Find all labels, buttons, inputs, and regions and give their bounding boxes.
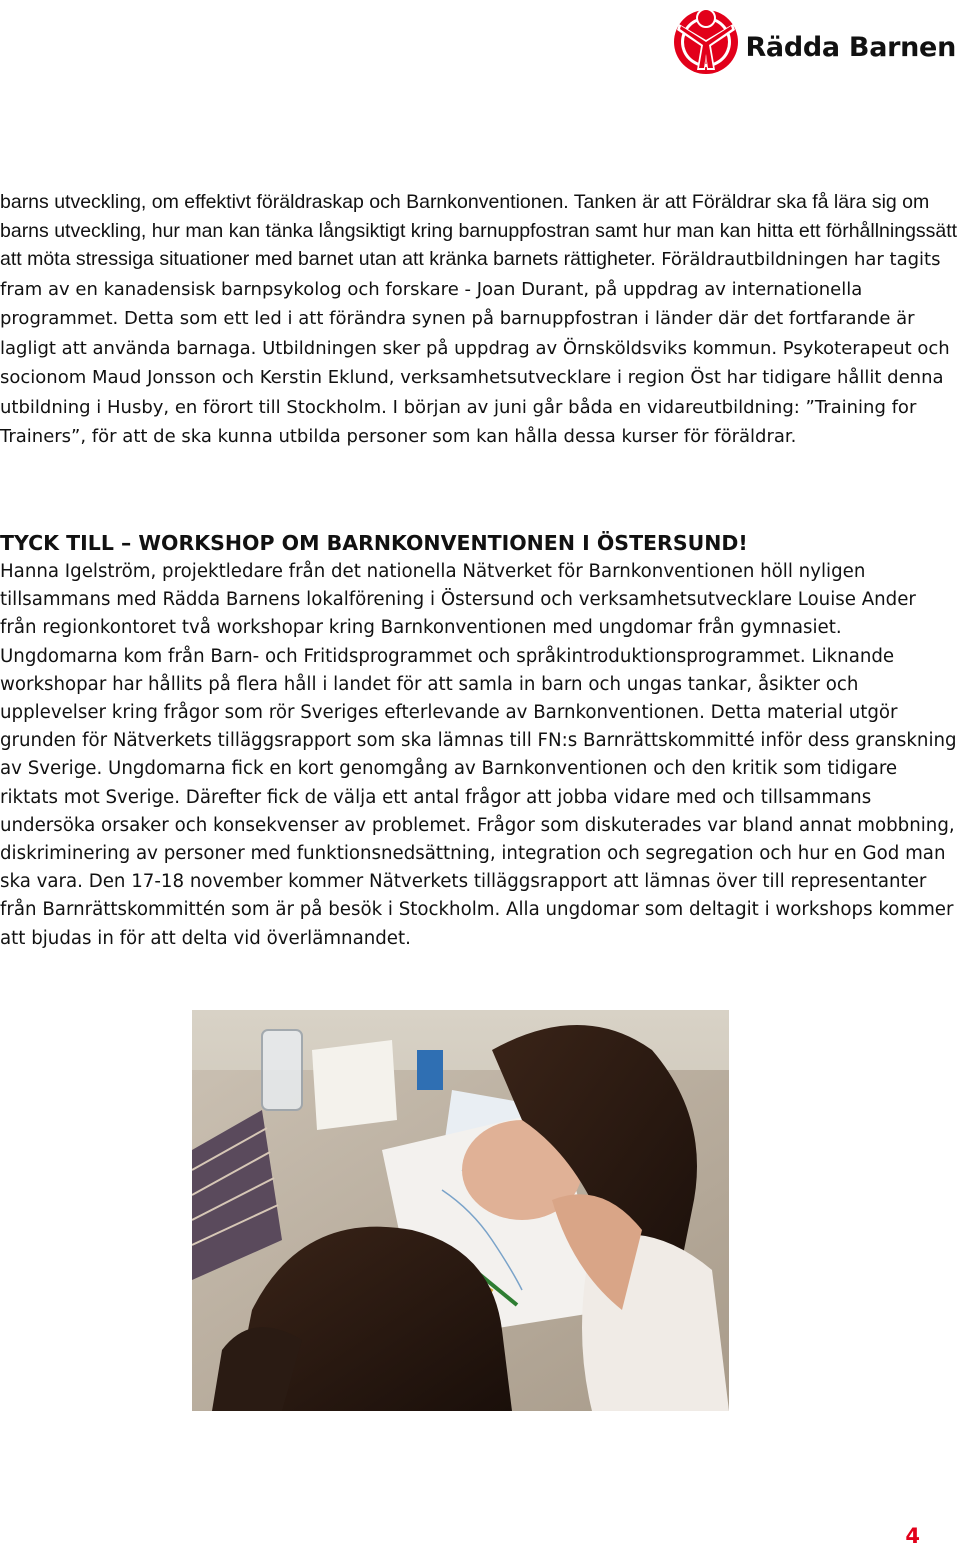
workshop-paragraph: Hanna Igelström, projektledare från det nationella Nätverket för Barnkonventionen höll nyligen tillsammans med Rädda Barnens lokalförening i Östersund och verksamhetsutvecklare Louise Ander från regionkontoret två workshopar kring Barnkonventionen med ungdomar från gymnasiet. Ungdomarna kom från Barn- och Fritidsprogrammet och språkintroduktionsprogrammet. Liknande workshopar har hållits på flera håll i landet för att samla in barn och ungas tankar, åsikter och upplevelser kring frågor som rör Sveriges efterlevande av Barnkonventionen. Detta material utgör grunden för Nätverkets tilläggsrapport som ska lämnas till FN:s Barnrättskommitté inför dess granskning av Sverige. Ungdomarna fick en kort genomgång av Barnkonventionen och den kritik som tidigare riktats mot Sverige. Därefter fick de välja ett antal frågor att jobba vidare med och tillsammans undersöka orsaker och konsekvenser av problemet. Frågor som diskuterades var bland annat mobbning, diskriminering av personer med funktionsnedsättning, integration och segregation och hur en God man ska vara. Den 17-18 november kommer Nätverkets tilläggsrapport att lämnas över till representanter från Barnrättskommittén som är på besök i Stockholm. Alla ungdomar som deltagit i workshops kommer att bjudas in för att delta vid överlämnandet. [0,561,957,949]
logo-figure-icon [671,4,741,76]
page-number: 4 [905,1524,920,1548]
logo [671,4,956,76]
logo-text: Rädda Barnen [745,31,956,63]
workshop-photo [192,1010,729,1411]
intro-paragraph-part-a: barns utveckling, om effektivt föräldraskap och Barnkonventionen. Tanken är att Föräldrar ska få lära sig om barns utveckling, hur man kan tänka långsiktigt kring barnuppfostran samt hur man kan hitta ett förhållningssätt att möta stressiga situationer med barnet utan att kränka barnets rättigheter. [0,191,958,270]
section-heading: TYCK TILL – WORKSHOP OM BARNKONVENTIONEN I ÖSTERSUND! [0,531,748,555]
workshop-photo-image [192,1010,729,1411]
intro-paragraph [0,188,958,452]
intro-paragraph-part-b: Föräldrautbildningen har tagits fram av en kanadensisk barnpsykolog och forskare - Joan Durant, på uppdrag av internationella programmet. Detta som ett led i att förändra synen på barnuppfostran i länder där det fortfarande är lagligt att använda barnaga. Utbildningen sker på uppdrag av Örnsköldsviks kommun. Psykoterapeut och socionom Maud Jonsson och Kerstin Eklund, verksamhetsutvecklare i region Öst har tidigare hållit denna utbildning i Husby, en förort till Stockholm. I början av juni går båda en vidareutbildning: ”Training for Trainers”, för att de ska kunna utbilda personer som kan hålla dessa kurser för föräldrar. [0,249,950,447]
